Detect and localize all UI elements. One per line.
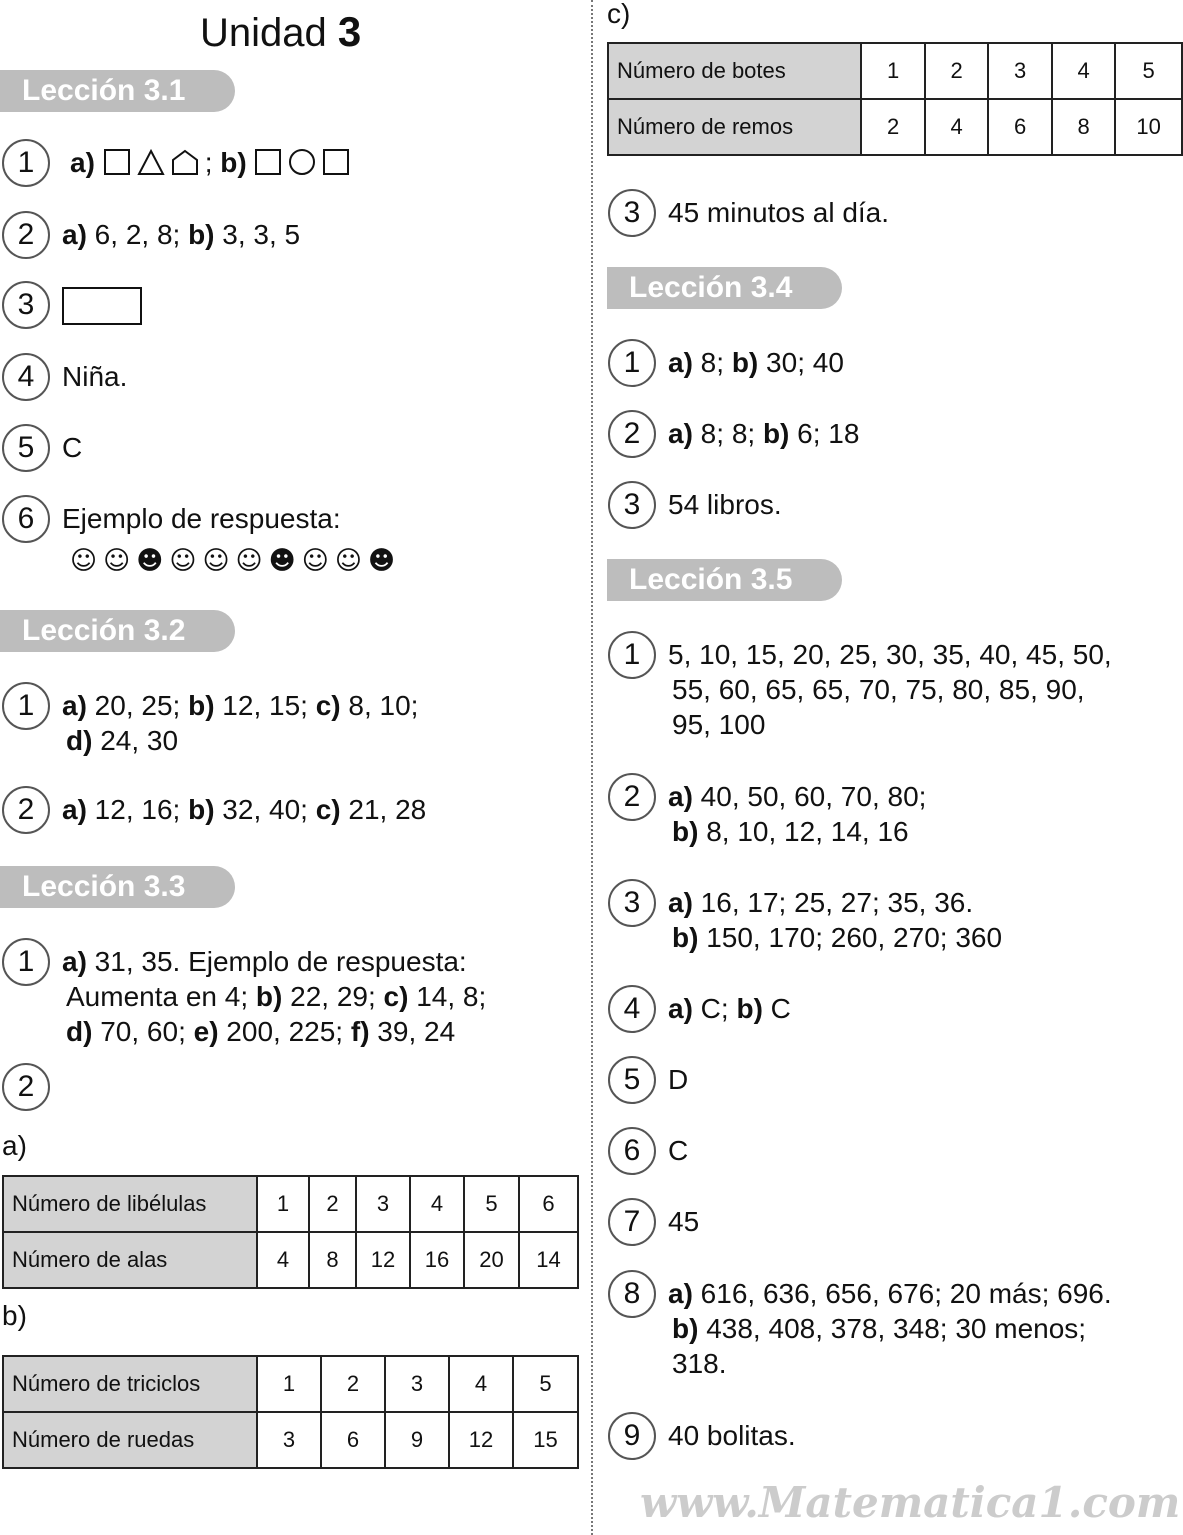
answer-line (668, 1133, 688, 1168)
table-cell: 4 (257, 1232, 309, 1288)
answer-line (672, 814, 909, 849)
part-label: b) (672, 1313, 699, 1344)
answer-number: 1 (608, 631, 656, 679)
part-label: a) (62, 946, 87, 977)
table-cell: 8 (309, 1232, 356, 1288)
filled-smiley-icon: ☻ (136, 546, 170, 576)
table-cell: 1 (257, 1356, 321, 1412)
answer-line (668, 637, 1112, 672)
answer-value: 20, 25; (86, 690, 189, 721)
table-label: b) (2, 1300, 27, 1331)
answer-value: 95, 100 (672, 709, 766, 740)
table-cell: 16 (410, 1232, 464, 1288)
answer-value: 40, 50, 60, 70, 80; (692, 781, 927, 812)
answer-number: 8 (608, 1270, 656, 1318)
part-label: b) (736, 993, 763, 1024)
smiley-icon: ☺ (202, 546, 236, 576)
square-icon (322, 148, 350, 184)
answer-value: 40 bolitas. (668, 1420, 796, 1451)
table-row (3, 1412, 578, 1468)
answer-line (66, 979, 486, 1014)
circle-icon (288, 148, 316, 184)
answer-value: 12, 15; (214, 690, 316, 721)
answer-value: 12, 16; (86, 794, 189, 825)
square-icon (254, 148, 282, 184)
data-table (607, 42, 1183, 156)
part-label: b) (188, 219, 215, 250)
answer-text: a) ; b) (70, 145, 356, 184)
answer-line (62, 501, 341, 536)
part-label: a) (62, 690, 87, 721)
answer-line (62, 688, 418, 723)
triangle-icon (137, 148, 165, 184)
table-cell: 5 (513, 1356, 578, 1412)
table-cell: 9 (385, 1412, 449, 1468)
answer-value: Niña. (62, 361, 128, 392)
answer-value: Ejemplo de respuesta: (62, 503, 341, 534)
table-cell: 3 (385, 1356, 449, 1412)
table-cell: 12 (356, 1232, 410, 1288)
filled-smiley-icon: ☻ (367, 546, 402, 576)
answer-number: 6 (608, 1127, 656, 1175)
answer-value: 200, 225; (218, 1016, 351, 1047)
answer-value: 8, 10; (340, 690, 419, 721)
answer-value: 8, 10, 12, 14, 16 (698, 816, 909, 847)
part-label: a) (62, 794, 87, 825)
table-cell: 1 (861, 43, 925, 99)
answer-line (62, 792, 426, 827)
table-cell: 6 (321, 1412, 385, 1468)
lesson-header: Lección 3.1 (0, 70, 235, 112)
table-cell: 5 (464, 1176, 519, 1232)
answer-line (668, 345, 844, 380)
table-cell: Número de ruedas (3, 1412, 257, 1468)
answer-number: 2 (2, 786, 50, 834)
smiley-icon: ☺ (235, 546, 269, 576)
answer-number: 7 (608, 1198, 656, 1246)
answer-value: 14, 8; (408, 981, 487, 1012)
smiley-row (70, 546, 401, 576)
table-cell: 15 (513, 1412, 578, 1468)
answer-value: 3, 3, 5 (214, 219, 301, 250)
answer-value: 6, 2, 8; (86, 219, 189, 250)
smiley-icon: ☺ (334, 546, 368, 576)
answer-line (668, 195, 889, 230)
lesson-header: Lección 3.2 (0, 610, 235, 652)
table-row (3, 1176, 578, 1232)
answer-line (668, 1062, 688, 1097)
lesson-header: Lección 3.5 (607, 559, 842, 601)
table-cell: 10 (1115, 99, 1182, 155)
part-label: b) (762, 418, 790, 449)
smiley-icon: ☺ (301, 546, 335, 576)
answer-number: 9 (608, 1412, 656, 1460)
answer-number: 2 (2, 211, 50, 259)
part-label: d) (66, 1016, 93, 1047)
table-cell: 6 (988, 99, 1052, 155)
answer-line (672, 707, 765, 742)
answer-line (62, 944, 467, 979)
part-label: a) (668, 993, 693, 1024)
answer-number: 2 (608, 773, 656, 821)
answer-value: 8; (692, 347, 732, 378)
table-row (3, 1232, 578, 1288)
answer-number: 1 (608, 339, 656, 387)
answer-value: 16, 17; 25, 27; 35, 36. (692, 887, 974, 918)
table-cell: 3 (257, 1412, 321, 1468)
answer-line (668, 991, 791, 1026)
lesson-header: Lección 3.3 (0, 866, 235, 908)
answer-line (66, 723, 178, 758)
part-label: a) (70, 147, 95, 178)
answer-line (672, 672, 1085, 707)
answer-line (668, 487, 782, 522)
answer-value: C (762, 993, 791, 1024)
answer-line (668, 779, 926, 814)
answer-line (668, 1204, 699, 1239)
unit-word: Unidad (200, 11, 327, 55)
answer-value: 39, 24 (369, 1016, 456, 1047)
answer-number: 3 (2, 281, 50, 329)
answer-number: 3 (608, 481, 656, 529)
part-label: b) (672, 816, 699, 847)
answer-number: 2 (2, 1063, 50, 1111)
answer-value: 30; 40 (758, 347, 844, 378)
table-cell: 2 (861, 99, 925, 155)
table-label: a) (2, 1130, 27, 1161)
table-cell: 4 (1052, 43, 1116, 99)
answer-value: 438, 408, 378, 348; 30 menos; (698, 1313, 1087, 1344)
table-cell: Número de botes (608, 43, 861, 99)
table-cell: 5 (1115, 43, 1182, 99)
answer-number: 3 (608, 189, 656, 237)
part-label: a) (668, 347, 693, 378)
part-label: b) (731, 347, 759, 378)
watermark: www.Matematica1.com (640, 1478, 1181, 1527)
part-label: c) (315, 690, 341, 721)
smiley-icon: ☺ (103, 546, 137, 576)
part-label: b) (188, 690, 215, 721)
table-cell: 4 (925, 99, 989, 155)
answer-line (62, 430, 82, 465)
answer-number: 5 (2, 424, 50, 472)
table-cell: Número de alas (3, 1232, 257, 1288)
answer-value: 55, 60, 65, 65, 70, 75, 80, 85, 90, (672, 674, 1085, 705)
table-cell: 6 (519, 1176, 578, 1232)
answer-value: C; (692, 993, 737, 1024)
table-cell: 4 (410, 1176, 464, 1232)
answer-value: 45 (668, 1206, 700, 1237)
square-icon (103, 148, 131, 184)
part-label: c) (383, 981, 409, 1012)
answer-value: 21, 28 (340, 794, 427, 825)
part-label: a) (668, 781, 693, 812)
answer-line (672, 920, 1002, 955)
answer-number: 4 (608, 985, 656, 1033)
part-label: a) (668, 1278, 693, 1309)
answer-value: 616, 636, 656, 676; 20 más; 696. (692, 1278, 1112, 1309)
table-cell: 1 (257, 1176, 309, 1232)
table-cell: Número de triciclos (3, 1356, 257, 1412)
answer-value: 70, 60; (92, 1016, 194, 1047)
answer-line (62, 359, 127, 394)
table-cell: 2 (309, 1176, 356, 1232)
answer-value: 150, 170; 260, 270; 360 (698, 922, 1003, 953)
data-table (2, 1175, 579, 1289)
answer-number: 6 (2, 495, 50, 543)
table-cell: Número de libélulas (3, 1176, 257, 1232)
part-label: d) (66, 725, 93, 756)
part-label: a) (62, 219, 87, 250)
table-label: c) (607, 0, 631, 29)
answer-line (668, 885, 973, 920)
answer-value: D (668, 1064, 689, 1095)
answer-value: 54 libros. (668, 489, 782, 520)
answer-value: 45 minutos al día. (668, 197, 890, 228)
answer-number: 1 (2, 682, 50, 730)
rectangle-icon (62, 287, 142, 325)
answer-line (668, 416, 859, 451)
answer-line (62, 217, 300, 252)
unit-number: 3 (337, 8, 362, 55)
part-label: b) (255, 981, 283, 1012)
smiley-icon: ☺ (70, 546, 104, 576)
column-divider (591, 0, 593, 1535)
table-row (608, 99, 1182, 155)
answer-number: 4 (2, 353, 50, 401)
answer-value: 5, 10, 15, 20, 25, 30, 35, 40, 45, 50, (668, 639, 1112, 670)
smiley-icon: ☺ (169, 546, 203, 576)
lesson-header: Lección 3.4 (607, 267, 842, 309)
answer-line (668, 1276, 1112, 1311)
part-label: f) (350, 1016, 370, 1047)
unit-title (200, 8, 361, 56)
table-cell: 12 (449, 1412, 513, 1468)
answer-number: 2 (608, 410, 656, 458)
answer-value: C (62, 432, 83, 463)
table-cell: 20 (464, 1232, 519, 1288)
part-label: a) (668, 418, 693, 449)
part-label: a) (668, 887, 693, 918)
table-cell: 3 (356, 1176, 410, 1232)
answer-value: 8; 8; (692, 418, 763, 449)
answer-value: 318. (672, 1348, 727, 1379)
answer-number: 3 (608, 879, 656, 927)
table-cell: 2 (925, 43, 989, 99)
table-cell: 8 (1052, 99, 1116, 155)
answer-value: C (668, 1135, 689, 1166)
part-label: b) (220, 147, 247, 178)
table-cell: 2 (321, 1356, 385, 1412)
table-row (608, 43, 1182, 99)
answer-value: 22, 29; (282, 981, 384, 1012)
answer-line (672, 1311, 1086, 1346)
table-row (3, 1356, 578, 1412)
table-cell: 14 (519, 1232, 578, 1288)
answer-value: 24, 30 (92, 725, 179, 756)
data-table (2, 1355, 579, 1469)
answer-number: 1 (2, 139, 50, 187)
answer-line (668, 1418, 796, 1453)
table-cell: 3 (988, 43, 1052, 99)
answer-value: 6; 18 (789, 418, 860, 449)
filled-smiley-icon: ☻ (268, 546, 302, 576)
part-label: b) (672, 922, 699, 953)
answer-value: Aumenta en 4; (66, 981, 256, 1012)
part-label: e) (193, 1016, 219, 1047)
table-cell: Número de remos (608, 99, 861, 155)
part-label: b) (188, 794, 215, 825)
answer-line (672, 1346, 727, 1381)
answer-line (66, 1014, 455, 1049)
table-cell: 4 (449, 1356, 513, 1412)
part-label: c) (315, 794, 341, 825)
answer-number: 5 (608, 1056, 656, 1104)
answer-value: 32, 40; (214, 794, 316, 825)
pentagon-icon (171, 148, 199, 184)
answer-value: 31, 35. Ejemplo de respuesta: (86, 946, 467, 977)
answer-number: 1 (2, 938, 50, 986)
